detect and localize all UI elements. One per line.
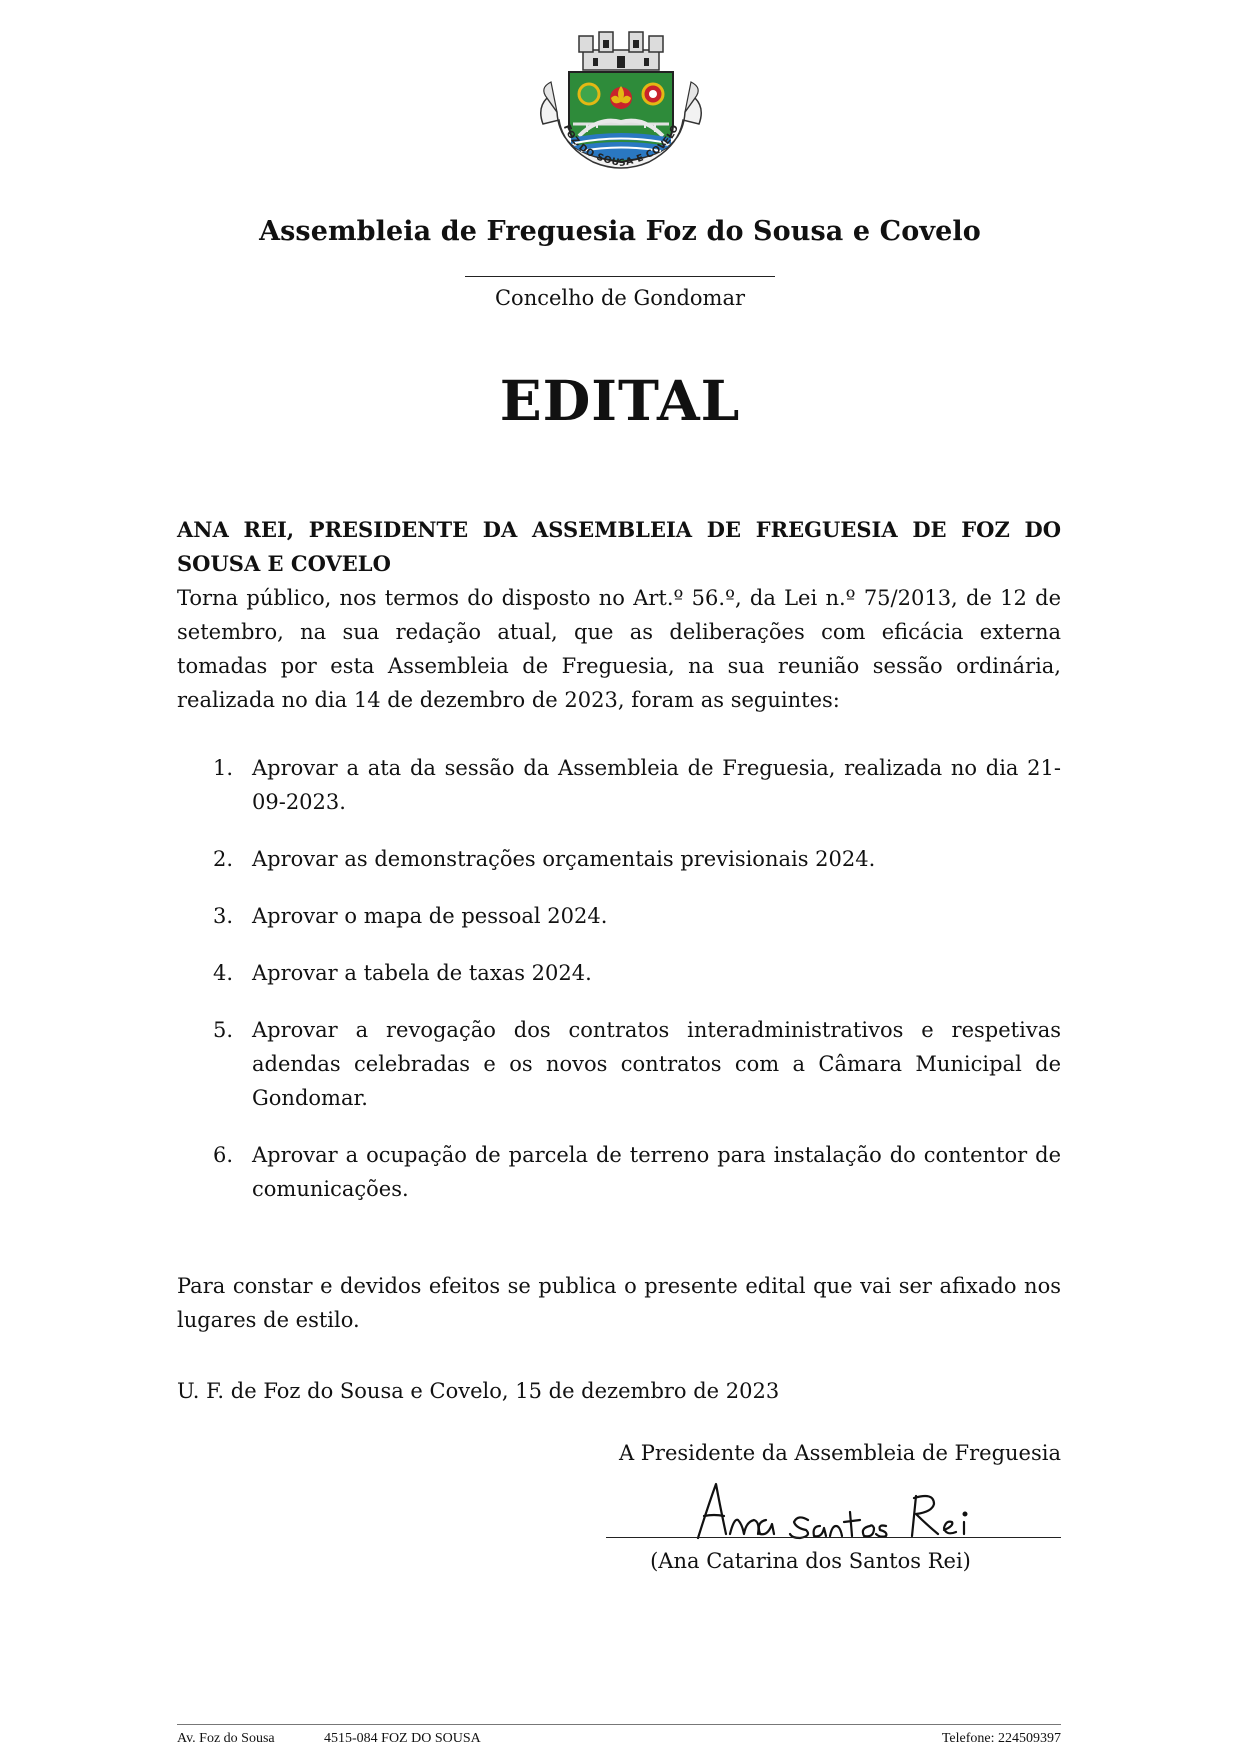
list-item-number: 2.	[213, 847, 234, 871]
list-item	[177, 1138, 1061, 1206]
list-item-text: Aprovar a ocupação de parcela de terreno para instalação do contentor de comunicações.	[252, 1143, 1061, 1201]
footer-address: Av. Foz do Sousa	[177, 1731, 275, 1746]
footer-divider	[177, 1724, 1061, 1725]
list-item-number: 3.	[213, 904, 234, 928]
author-line: ANA REI, PRESIDENTE DA ASSEMBLEIA DE FREGUESIA DE FOZ DO SOUSA E COVELO	[177, 517, 1061, 576]
signatory-title: A Presidente da Assembleia de Freguesia	[618, 1441, 1061, 1465]
svg-text:FOZ DO SOUSA E COVELO: FOZ DO SOUSA E COVELO	[560, 123, 682, 170]
list-item-text: Aprovar a tabela de taxas 2024.	[252, 961, 592, 985]
list-item-text: Aprovar o mapa de pessoal 2024.	[252, 904, 608, 928]
municipality-subtitle: Concelho de Gondomar	[494, 286, 746, 310]
document-heading: EDITAL	[499, 368, 741, 433]
place-date: U. F. de Foz do Sousa e Covelo, 15 de dezembro de 2023	[177, 1379, 780, 1403]
list-item	[177, 899, 1061, 933]
footer-postal-code: 4515-084 FOZ DO SOUSA	[324, 1731, 481, 1746]
list-item-text: Aprovar a ata da sessão da Assembleia de Freguesia, realizada no dia 21-09-2023.	[252, 756, 1061, 814]
list-item	[177, 842, 1061, 876]
intro-paragraph: Torna público, nos termos do disposto no Art.º 56.º, da Lei n.º 75/2013, de 12 de setembro, na sua redação atual, que as deliberações com eficácia externa tomadas por esta Assembleia de Freguesia, na sua reunião sessão ordinária, realizada no dia 14 de dezembro de 2023, foram as seguintes:	[177, 586, 1061, 712]
organization-title: Assembleia de Freguesia Foz do Sousa e Covelo	[259, 216, 981, 247]
list-item	[177, 1013, 1061, 1115]
deliberations-list	[177, 751, 1061, 1206]
list-item-number: 4.	[213, 961, 234, 985]
handwritten-signature	[690, 1476, 990, 1546]
list-item-text: Aprovar a revogação dos contratos interadministrativos e respetivas adendas celebradas e os novos contratos com a Câmara Municipal de Gondomar.	[252, 1018, 1061, 1110]
title-divider	[465, 276, 775, 277]
list-item-text: Aprovar as demonstrações orçamentais previsionais 2024.	[252, 847, 876, 871]
signature-line	[606, 1537, 1061, 1538]
list-item-number: 1.	[213, 756, 234, 780]
signatory-name: (Ana Catarina dos Santos Rei)	[650, 1549, 971, 1573]
closing-paragraph: Para constar e devidos efeitos se publica o presente edital que vai ser afixado nos lugares de estilo.	[177, 1274, 1061, 1332]
list-item-number: 6.	[213, 1143, 234, 1167]
list-item	[177, 956, 1061, 990]
list-item-number: 5.	[213, 1018, 234, 1042]
footer-phone: Telefone: 224509397	[941, 1731, 1061, 1746]
coat-of-arms-logo	[533, 28, 709, 190]
list-item	[177, 751, 1061, 819]
